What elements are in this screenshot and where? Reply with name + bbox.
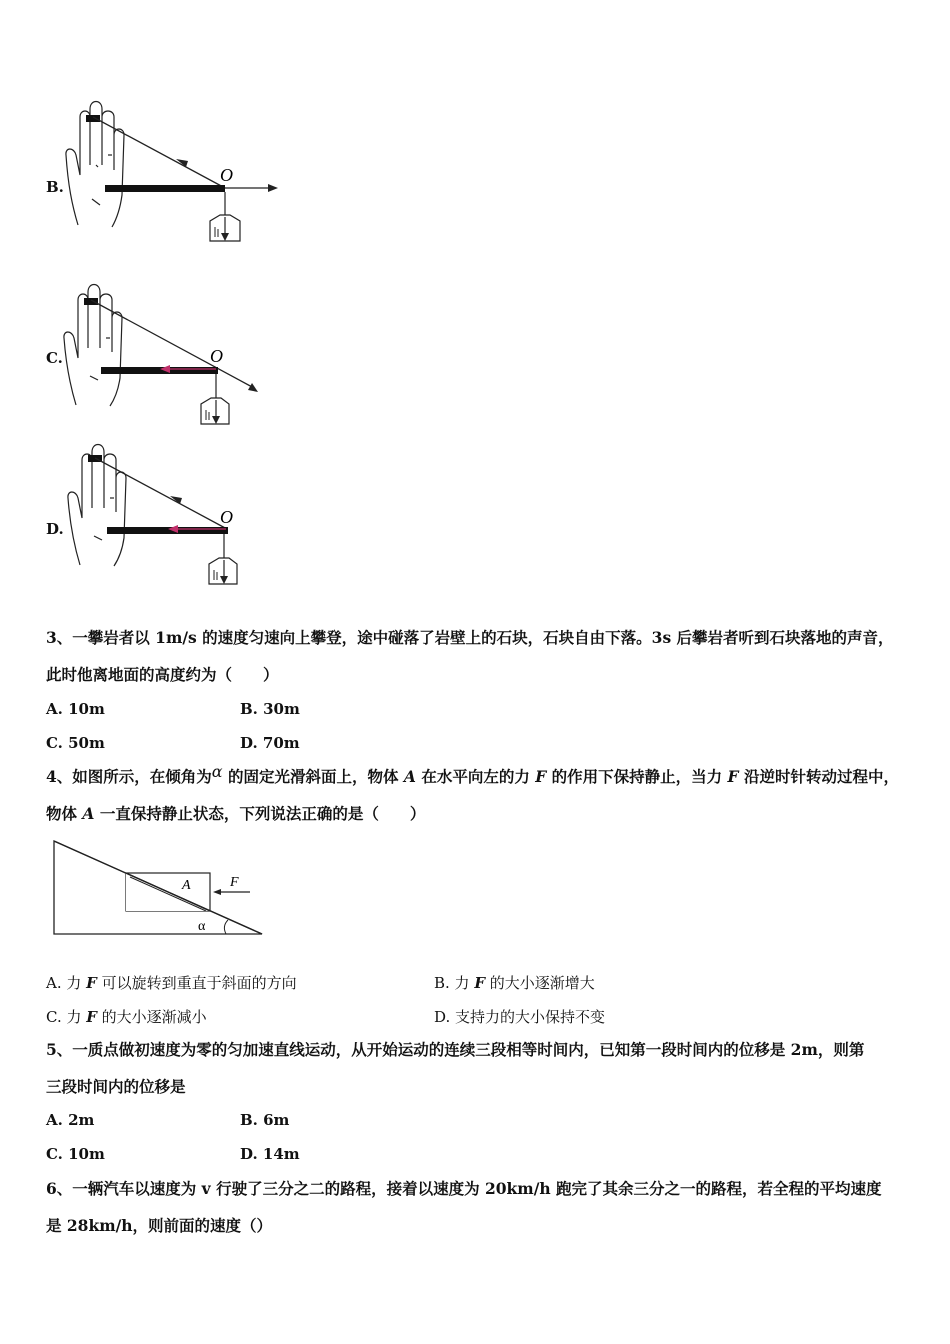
hand-icon [68, 445, 126, 567]
object-a-symbol: A [82, 804, 95, 823]
q4-stem-text: 沿逆时针转动过程中， [738, 767, 899, 786]
q4-option-a-text: A. 力 [46, 974, 87, 992]
point-o-label: O [210, 346, 223, 366]
incline-figure [50, 838, 270, 938]
q4-stem-line1 [46, 762, 899, 787]
q3-stem-line1: 3、一攀岩者以 1m/s 的速度匀速向上攀登，途中碰落了岩壁上的石块，石块自由下落。3s 后攀岩者听到石块落地的声音， [46, 628, 894, 647]
q3-option-a: A. 10m [46, 700, 105, 718]
q5-option-a: A. 2m [46, 1111, 95, 1129]
force-f-symbol: F [535, 767, 547, 786]
figure-b-hand-lever [60, 95, 290, 250]
q5-stem-line1: 5、一质点做初速度为零的匀加速直线运动，从开始运动的连续三段相等时间内，已知第一段时间内的位移是 2m，则第 [46, 1040, 865, 1059]
force-f-label: F [230, 875, 239, 890]
q4-option-b-text: B. 力 [434, 974, 475, 992]
q6-stem-line1: 6、一辆汽车以速度为 v 行驶了三分之二的路程，接着以速度为 20km/h 跑完了其余三分之一的路程，若全程的平均速度 [46, 1179, 882, 1198]
string [93, 117, 225, 188]
finger-ring [86, 115, 100, 122]
q4-option-c-text: C. 力 [46, 1008, 87, 1026]
q5-option-d: D. 14m [240, 1145, 300, 1163]
force-f-symbol: F [86, 974, 97, 992]
point-o-label: O [220, 507, 233, 527]
q4-stem-text: 物体 [46, 804, 83, 823]
figure-c-hand-lever [58, 280, 288, 430]
q5-option-b: B. 6m [240, 1111, 290, 1129]
arrow-head-icon [248, 383, 258, 392]
q6-stem-line2: 是 28km/h，则前面的速度（） [46, 1216, 273, 1235]
q4-stem-text: 一直保持静止状态，下列说法正确的是（ ） [94, 804, 426, 823]
lever-bar [101, 367, 218, 374]
arrow-right-icon [268, 184, 278, 192]
q4-option-c [46, 1006, 207, 1027]
q4-stem-text: 的固定光滑斜面上，物体 [222, 767, 404, 786]
lever-bar [105, 185, 225, 192]
q4-stem-text: 在水平向左的力 [415, 767, 536, 786]
q3-option-b: B. 30m [240, 700, 300, 718]
figure-d-hand-lever [62, 440, 292, 590]
block-a-label: A [182, 878, 191, 893]
q5-option-c: C. 10m [46, 1145, 105, 1163]
string [95, 458, 227, 529]
q5-stem-line2: 三段时间内的位移是 [46, 1077, 186, 1096]
angle-arc [224, 920, 228, 934]
q3-stem-line2: 此时他离地面的高度约为（ ） [46, 665, 279, 684]
q4-option-d: D. 支持力的大小保持不变 [434, 1008, 606, 1026]
string [91, 300, 254, 388]
option-b-label: B. [46, 178, 64, 196]
q4-stem-text: 的作用下保持静止，当力 [546, 767, 728, 786]
lever-bar [107, 527, 228, 534]
q3-option-d: D. 70m [240, 734, 300, 752]
force-f-symbol: F [474, 974, 485, 992]
point-o-label: O [220, 165, 233, 185]
force-f-symbol: F [727, 767, 739, 786]
q4-option-b-text: 的大小逐渐增大 [484, 974, 595, 992]
option-c-label: C. [46, 349, 63, 367]
q4-option-b [434, 972, 595, 993]
angle-alpha-label: α [198, 919, 206, 934]
alpha-symbol: α [211, 762, 223, 781]
q3-option-c: C. 50m [46, 734, 105, 752]
finger-ring [84, 298, 98, 305]
q4-option-c-text: 的大小逐渐减小 [96, 1008, 207, 1026]
option-d-label: D. [46, 520, 64, 538]
force-f-symbol: F [86, 1008, 97, 1026]
q4-option-a-text: 可以旋转到重直于斜面的方向 [96, 974, 297, 992]
q4-stem-line2 [46, 804, 425, 824]
object-a-symbol: A [403, 767, 416, 786]
q4-option-a [46, 972, 297, 993]
arrow-left-icon [213, 889, 221, 895]
q4-stem-text: 4、如图所示，在倾角为 [46, 767, 212, 786]
